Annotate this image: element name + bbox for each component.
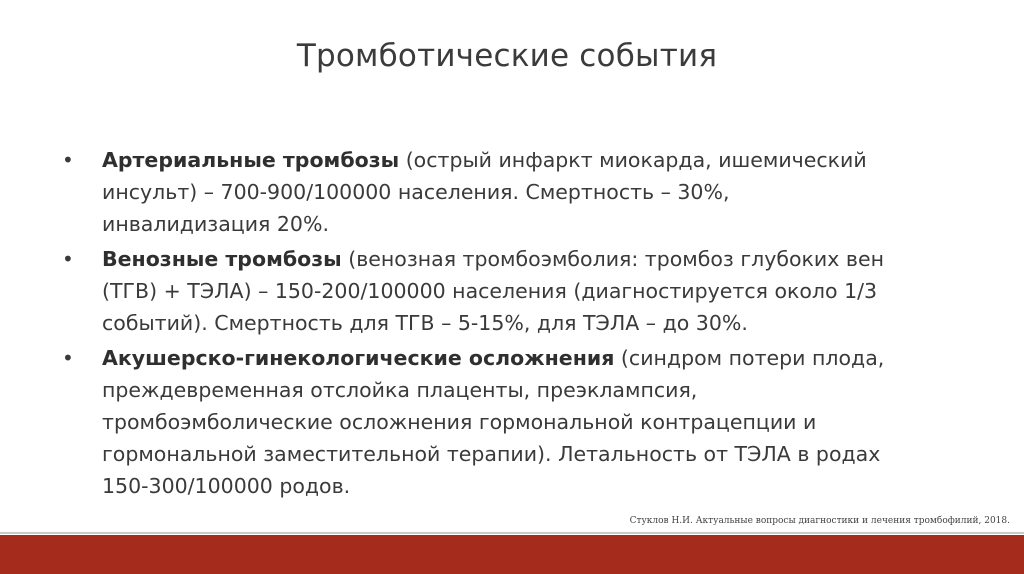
bullet-marker: • [62,346,74,370]
bullet-item-obstetric [60,342,960,502]
footer-divider [0,532,1024,534]
bullet-marker: • [62,247,74,271]
bullet-item-arterial [60,144,960,240]
bullet-heading: Артериальные тромбозы [102,148,400,172]
slide-title: Тромботические события [296,38,718,74]
bullet-text: (острый инфаркт миокарда, ишемический инсульт) – 700-900/100000 населения. Смертность – 30%, инвалидизация 20%. [102,148,867,236]
bullet-text: (венозная тромбоэмболия: тромбоз глубоких вен (ТГВ) + ТЭЛА) – 150-200/100000 населения (диагностируется около 1/3 событий). Смертность для ТГВ – 5-15%, для ТЭЛА – до 30%. [102,247,884,335]
bullet-heading: Венозные тромбозы [102,247,342,271]
bullet-marker: • [62,148,74,172]
footer-bar [0,535,1024,574]
bullet-text: (синдром потери плода, преждевременная отслойка плаценты, преэклампсия, тромбоэмболические осложнения гормональной контрацепции и гормональной заместительной терапии). Летальность от ТЭЛА в родах 150-300/100000 родов. [102,346,885,498]
bullet-heading: Акушерско-гинекологические осложнения [102,346,615,370]
bullet-list [60,144,960,505]
citation: Стуклов Н.И. Актуальные вопросы диагностики и лечения тромбофилий, 2018. [629,516,1010,526]
bullet-item-venous [60,243,960,339]
